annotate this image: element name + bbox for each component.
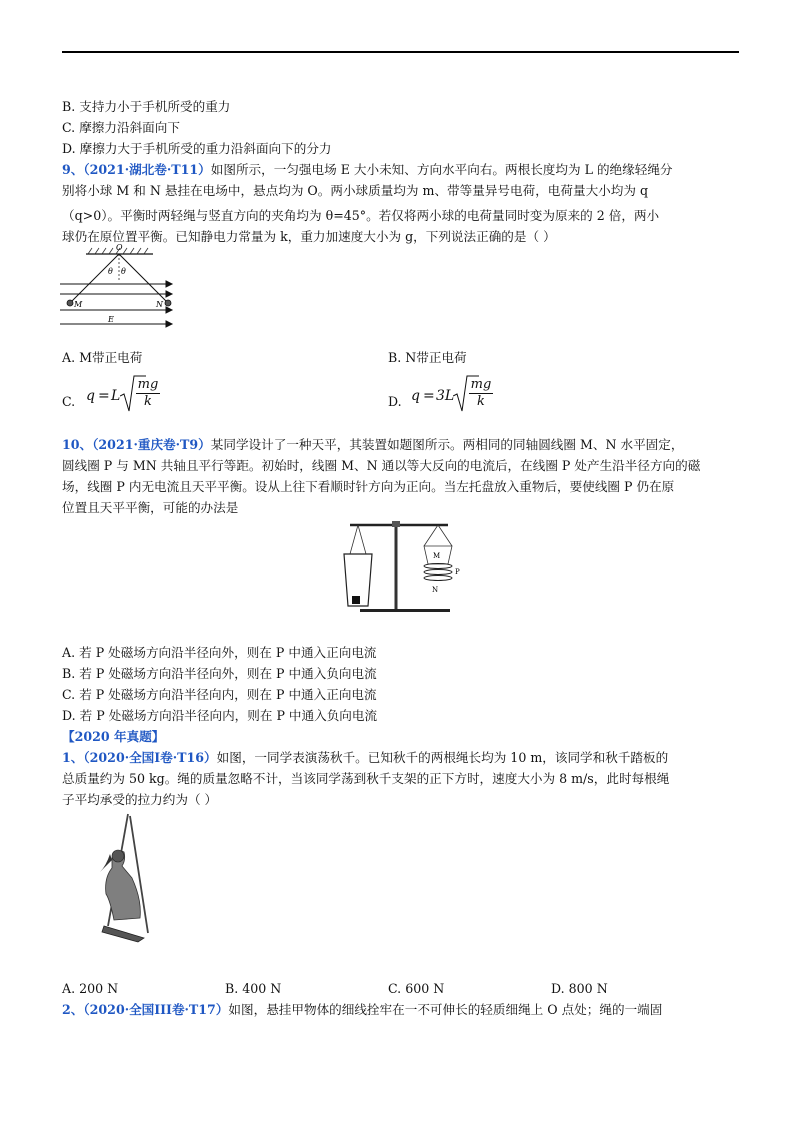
formula-d-den: k [477,394,485,409]
formula-d-eq: = [423,388,435,404]
q1-line-1 [62,748,668,768]
ball-m [67,300,73,306]
q1-line-3: 子平均承受的拉力约为（ ） [62,792,218,807]
header-rule [62,51,739,53]
q9-label-theta-right: θ [121,267,126,276]
formula-c-coef: L [111,388,121,404]
formula-d-q: q [411,388,420,404]
q10-label-p: P [455,568,460,576]
section-heading-2020: 【2020 年真题】 [62,729,165,744]
q9-option-d-label: D. [388,394,402,409]
option-b-prev: B. 支持力小于手机所受的重力 [62,99,231,114]
q1-text-1: 如图，一同学表演荡秋千。已知秋千的两根绳长均为 10 m，该同学和秋千踏板的 [216,750,669,765]
ball-n [165,300,171,306]
q10-line-4: 位置且天平平衡，可能的办法是 [62,500,239,515]
formula-c-eq: = [98,388,110,404]
option-d-prev: D. 摩擦力大于手机所受的重力沿斜面向下的分力 [62,141,332,156]
q1-swing-figure [92,808,162,948]
q9-source: 9、（2021·湖北卷·T11） [62,162,211,177]
q9-option-a: A. M带正电荷 [62,350,143,365]
q10-line-2: 圆线圈 P 与 MN 共轴且平行等距。初始时，线圈 M、N 通以等大反向的电流后，在线圈 P 处产生沿半径方向的磁 [62,458,701,473]
q10-balance-figure [330,516,470,616]
q10-option-d: D. 若 P 处磁场方向沿半径向内，则在 P 中通入负向电流 [62,708,378,723]
weight [352,596,360,604]
q10-option-b: B. 若 P 处磁场方向沿半径向外，则在 P 中通入负向电流 [62,666,377,681]
formula-c-den: k [144,394,152,409]
formula-d-num: mg [470,377,492,392]
q9-label-o: O [116,243,123,252]
q9-line-4: 球仍在原位置平衡。已知静电力常量为 k，重力加速度大小为 g，下列说法正确的是（ ） [62,229,556,244]
q9-line-1 [62,160,673,180]
q9-figure [58,242,178,332]
q2-line-1 [62,1000,662,1020]
q10-line-1 [62,435,683,455]
q10-option-c: C. 若 P 处磁场方向沿半径向内，则在 P 中通入正向电流 [62,687,377,702]
q10-label-n: N [432,586,439,594]
q9-line-3: （q>0）。平衡时两轻绳与竖直方向的夹角均为 θ=45°。若仅将两小球的电荷量同时变为原来的 2 倍，两小 [62,208,660,223]
q1-option-b: B. 400 N [225,981,282,996]
formula-c-num: mg [137,377,159,392]
q9-option-b: B. N带正电荷 [388,350,467,365]
q1-source: 1、（2020·全国I卷·T16） [62,750,217,765]
q10-line-3: 场，线圈 P 内无电流且天平平衡。设从上往下看顺时针方向为正向。当左托盘放入重物后，要使线圈 P 仍在原 [62,479,675,494]
q1-option-d: D. 800 N [551,981,608,996]
q9-line-2: 别将小球 M 和 N 悬挂在电场中，悬点均为 O。两小球质量均为 m、带等量异号电荷，电荷量大小均为 q [62,183,649,198]
q1-option-a: A. 200 N [62,981,119,996]
q9-label-n: N [156,300,163,309]
q2-source: 2、（2020·全国III卷·T17） [62,1002,229,1017]
option-c-prev: C. 摩擦力沿斜面向下 [62,120,180,135]
q9-option-c-label: C. [62,394,76,409]
q9-text-1: 如图所示，一匀强电场 E 大小未知、方向水平向右。两根长度均为 L 的绝缘轻绳分 [210,162,673,177]
q10-label-m: M [433,552,441,560]
formula-d-coef: 3L [436,388,455,404]
swing-seat [102,926,144,942]
q10-option-a: A. 若 P 处磁场方向沿半径向外，则在 P 中通入正向电流 [62,645,377,660]
q1-option-c: C. 600 N [388,981,445,996]
formula-c-q: q [86,388,95,404]
q10-text-1: 某同学设计了一种天平，其装置如题图所示。两相同的同轴圆线圈 M、N 水平固定， [210,437,684,452]
q9-label-e: E [108,315,114,324]
q2-text-1: 如图，悬挂甲物体的细线拴牢在一不可伸长的轻质细绳上 O 点处；绳的一端固 [228,1002,663,1017]
q9-label-m: M [74,300,83,309]
q1-line-2: 总质量约为 50 kg。绳的质量忽略不计，当该同学荡到秋千支架的正下方时，速度大小为 8 m/s，此时每根绳 [62,771,670,786]
q9-label-theta-left: θ [108,267,113,276]
q10-source: 10、（2021·重庆卷·T9） [62,437,211,452]
